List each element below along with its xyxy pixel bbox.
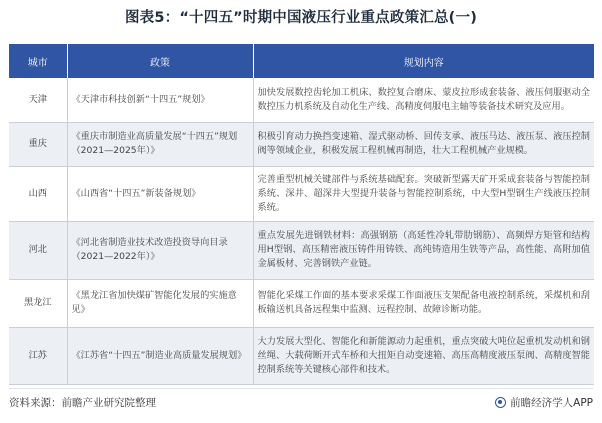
cell-content: 完善重型机械关键部件与系统基础配套。突破新型露天矿开采成套装备与智能控制系统、深井、超深井大型提升装备与智能控制系统，中大型H型钢生产线液压控制系统。 bbox=[253, 166, 594, 221]
cell-policy: 《江苏省“十四五”制造业高质量发展规划》 bbox=[67, 327, 253, 384]
brand-label: 前瞻经济学人APP bbox=[510, 397, 593, 409]
table-row bbox=[9, 279, 594, 327]
cell-city: 天津 bbox=[9, 78, 67, 122]
brand-mark bbox=[495, 395, 593, 410]
footer-divider bbox=[9, 388, 593, 389]
cell-policy: 《河北省制造业技术改造投资导向目录（2021—2022年）》 bbox=[67, 221, 253, 279]
table-row bbox=[9, 78, 594, 122]
qianzhan-logo-icon bbox=[495, 397, 506, 408]
table-header-row bbox=[9, 44, 594, 78]
cell-policy: 《天津市科技创新“十四五”规划》 bbox=[67, 78, 253, 122]
cell-policy: 《重庆市制造业高质量发展“十四五”规划（2021—2025年）》 bbox=[67, 122, 253, 166]
header-city: 城市 bbox=[9, 44, 67, 78]
cell-content: 积极引育动力换挡变速箱、湿式驱动桥、回传支承、液压马达、液压泵、液压控制阀等领域企业，积极发展工程机械再制造，壮大工程机械产业规模。 bbox=[253, 122, 594, 166]
cell-content: 大力发展大型化、智能化和新能源动力起重机，重点突破大吨位起重机发动机和钢丝绳、大载荷断开式车桥和大扭矩自动变速箱、高压高精度液压泵阀、高精度智能控制系统等关键核心部件和技术。 bbox=[253, 327, 594, 384]
table-row bbox=[9, 122, 594, 166]
cell-policy: 《黑龙江省加快煤矿智能化发展的实施意见》 bbox=[67, 279, 253, 327]
cell-city: 江苏 bbox=[9, 327, 67, 384]
table-row bbox=[9, 221, 594, 279]
cell-content: 加快发展数控齿轮加工机床、数控复合磨床、蒙皮拉形成套装备、液压伺服驱动全数控压力机系统及自动化生产线、高精度伺服电主轴等装备技术研究及应用。 bbox=[253, 78, 594, 122]
source-note: 资料来源：前瞻产业研究院整理 bbox=[9, 397, 156, 409]
header-policy: 政策 bbox=[67, 44, 253, 78]
cell-city: 河北 bbox=[9, 221, 67, 279]
page-title: 图表5：“十四五”时期中国液压行业重点政策汇总(一) bbox=[124, 10, 478, 26]
cell-content: 智能化采煤工作面的基本要求采煤工作面液压支架配备电液控制系统，采煤机和刮板输送机具备远程集中监测、远程控制、故障诊断功能。 bbox=[253, 279, 594, 327]
cell-content: 重点发展先进钢铁材料：高强钢筋（高延性冷轧带肋钢筋）、高频焊方矩管和结构用H型钢、高压精密液压铸件用铸铁、高纯铸造用生铁等产品，高性能、高附加值金属板材、完善钢铁产业链。 bbox=[253, 221, 594, 279]
header-content: 规划内容 bbox=[253, 44, 594, 78]
policy-table bbox=[9, 44, 594, 385]
cell-city: 黑龙江 bbox=[9, 279, 67, 327]
table-row bbox=[9, 327, 594, 384]
cell-policy: 《山西省“十四五”新装备规划》 bbox=[67, 166, 253, 221]
cell-city: 重庆 bbox=[9, 122, 67, 166]
cell-city: 山西 bbox=[9, 166, 67, 221]
table-row bbox=[9, 166, 594, 221]
